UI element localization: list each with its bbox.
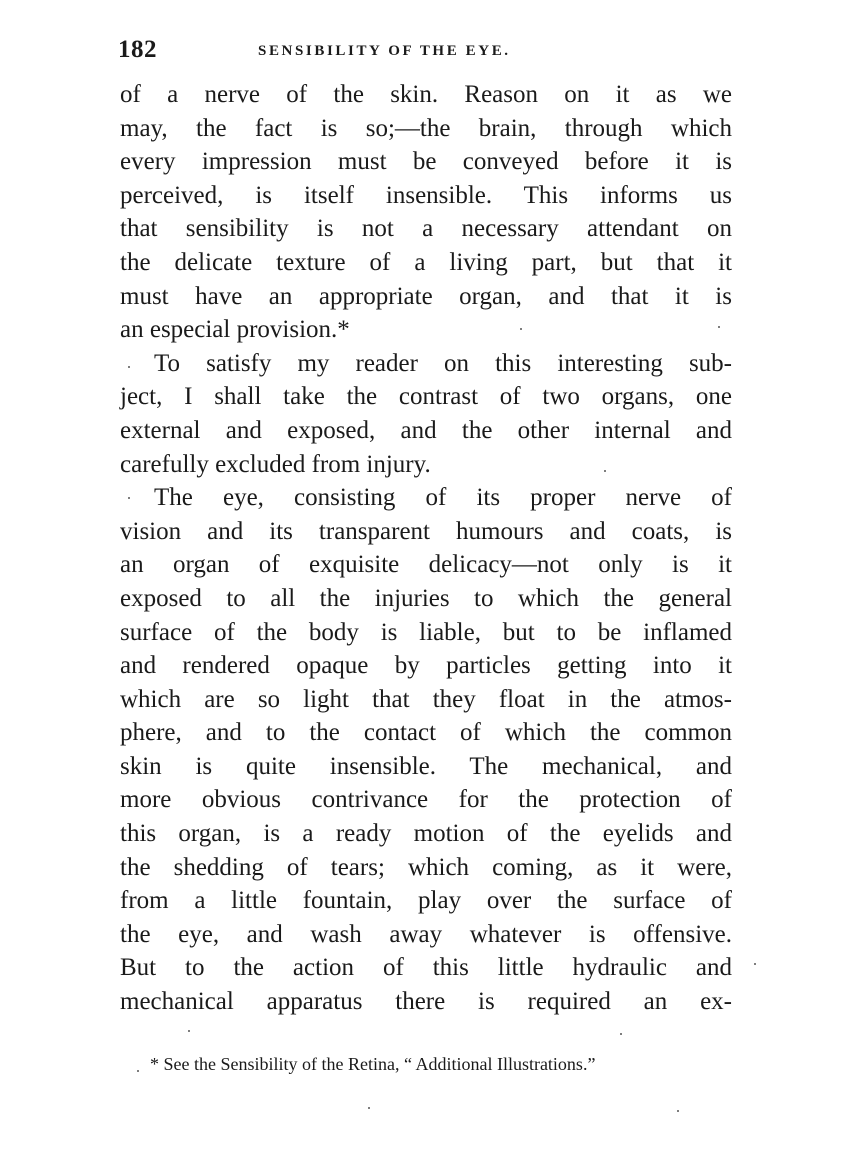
scan-speck (604, 470, 606, 472)
paragraph (120, 347, 732, 481)
text-line: of a nerve of the skin. Reason on it as we (120, 81, 732, 108)
text-line: surface of the body is liable, but to be inflamed (120, 618, 732, 646)
text-line: But to the action of this little hydraulic and (120, 954, 732, 982)
text-line: The eye, consisting of its proper nerve of (154, 484, 732, 512)
text-line: which are so light that they float in the atmos- (120, 685, 732, 713)
text-line: and rendered opaque by particles getting into it (120, 652, 732, 680)
text-line: an organ of exquisite delicacy—not only is it (120, 551, 732, 579)
scan-speck (718, 326, 720, 328)
scan-speck (520, 328, 522, 330)
paragraph (120, 481, 732, 1019)
text-line: To satisfy my reader on this interesting sub- (154, 349, 732, 377)
scan-speck (137, 1070, 139, 1072)
scan-speck (620, 1033, 622, 1035)
text-line: external and exposed, and the other internal and (120, 416, 732, 444)
scan-speck (188, 1030, 190, 1032)
text-line: mechanical apparatus there is required an ex- (120, 988, 732, 1016)
running-head (118, 36, 728, 70)
text-line: may, the fact is so;—the brain, through which (120, 114, 732, 142)
text-line: perceived, is itself insensible. This informs us (120, 181, 732, 209)
text-line: vision and its transparent humours and coats, is (120, 517, 732, 545)
scan-speck (754, 963, 756, 965)
text-line: the shedding of tears; which coming, as it were, (120, 853, 732, 881)
text-line: an especial provision.* (120, 316, 350, 344)
text-line: exposed to all the injuries to which the general (120, 584, 732, 612)
text-line: phere, and to the contact of which the common (120, 719, 732, 747)
scan-speck (128, 497, 130, 499)
text-line: from a little fountain, play over the surface of (120, 887, 732, 915)
scan-speck (677, 1110, 679, 1112)
text-line: skin is quite insensible. The mechanical, and (120, 752, 732, 780)
running-title: SENSIBILITY OF THE EYE. (258, 43, 511, 59)
text-line: the delicate texture of a living part, but that it (120, 248, 732, 276)
text-line: the eye, and wash away whatever is offensive. (120, 920, 732, 948)
text-line: that sensibility is not a necessary attendant on (120, 215, 732, 243)
paragraph (120, 78, 732, 347)
text-line: every impression must be conveyed before it is (120, 148, 732, 176)
scan-speck (368, 1107, 370, 1109)
text-line: this organ, is a ready motion of the eyelids and (120, 820, 732, 848)
body-text (120, 78, 732, 1019)
footnote: * See the Sensibility of the Retina, “ Additional Illustrations.” (150, 1054, 596, 1074)
text-line: more obvious contrivance for the protection of (120, 786, 732, 814)
text-line: must have an appropriate organ, and that it is (120, 282, 732, 310)
page-number: 182 (118, 36, 157, 63)
text-line: ject, I shall take the contrast of two organs, one (120, 383, 732, 411)
text-line: carefully excluded from injury. (120, 450, 431, 478)
scan-speck (128, 366, 130, 368)
